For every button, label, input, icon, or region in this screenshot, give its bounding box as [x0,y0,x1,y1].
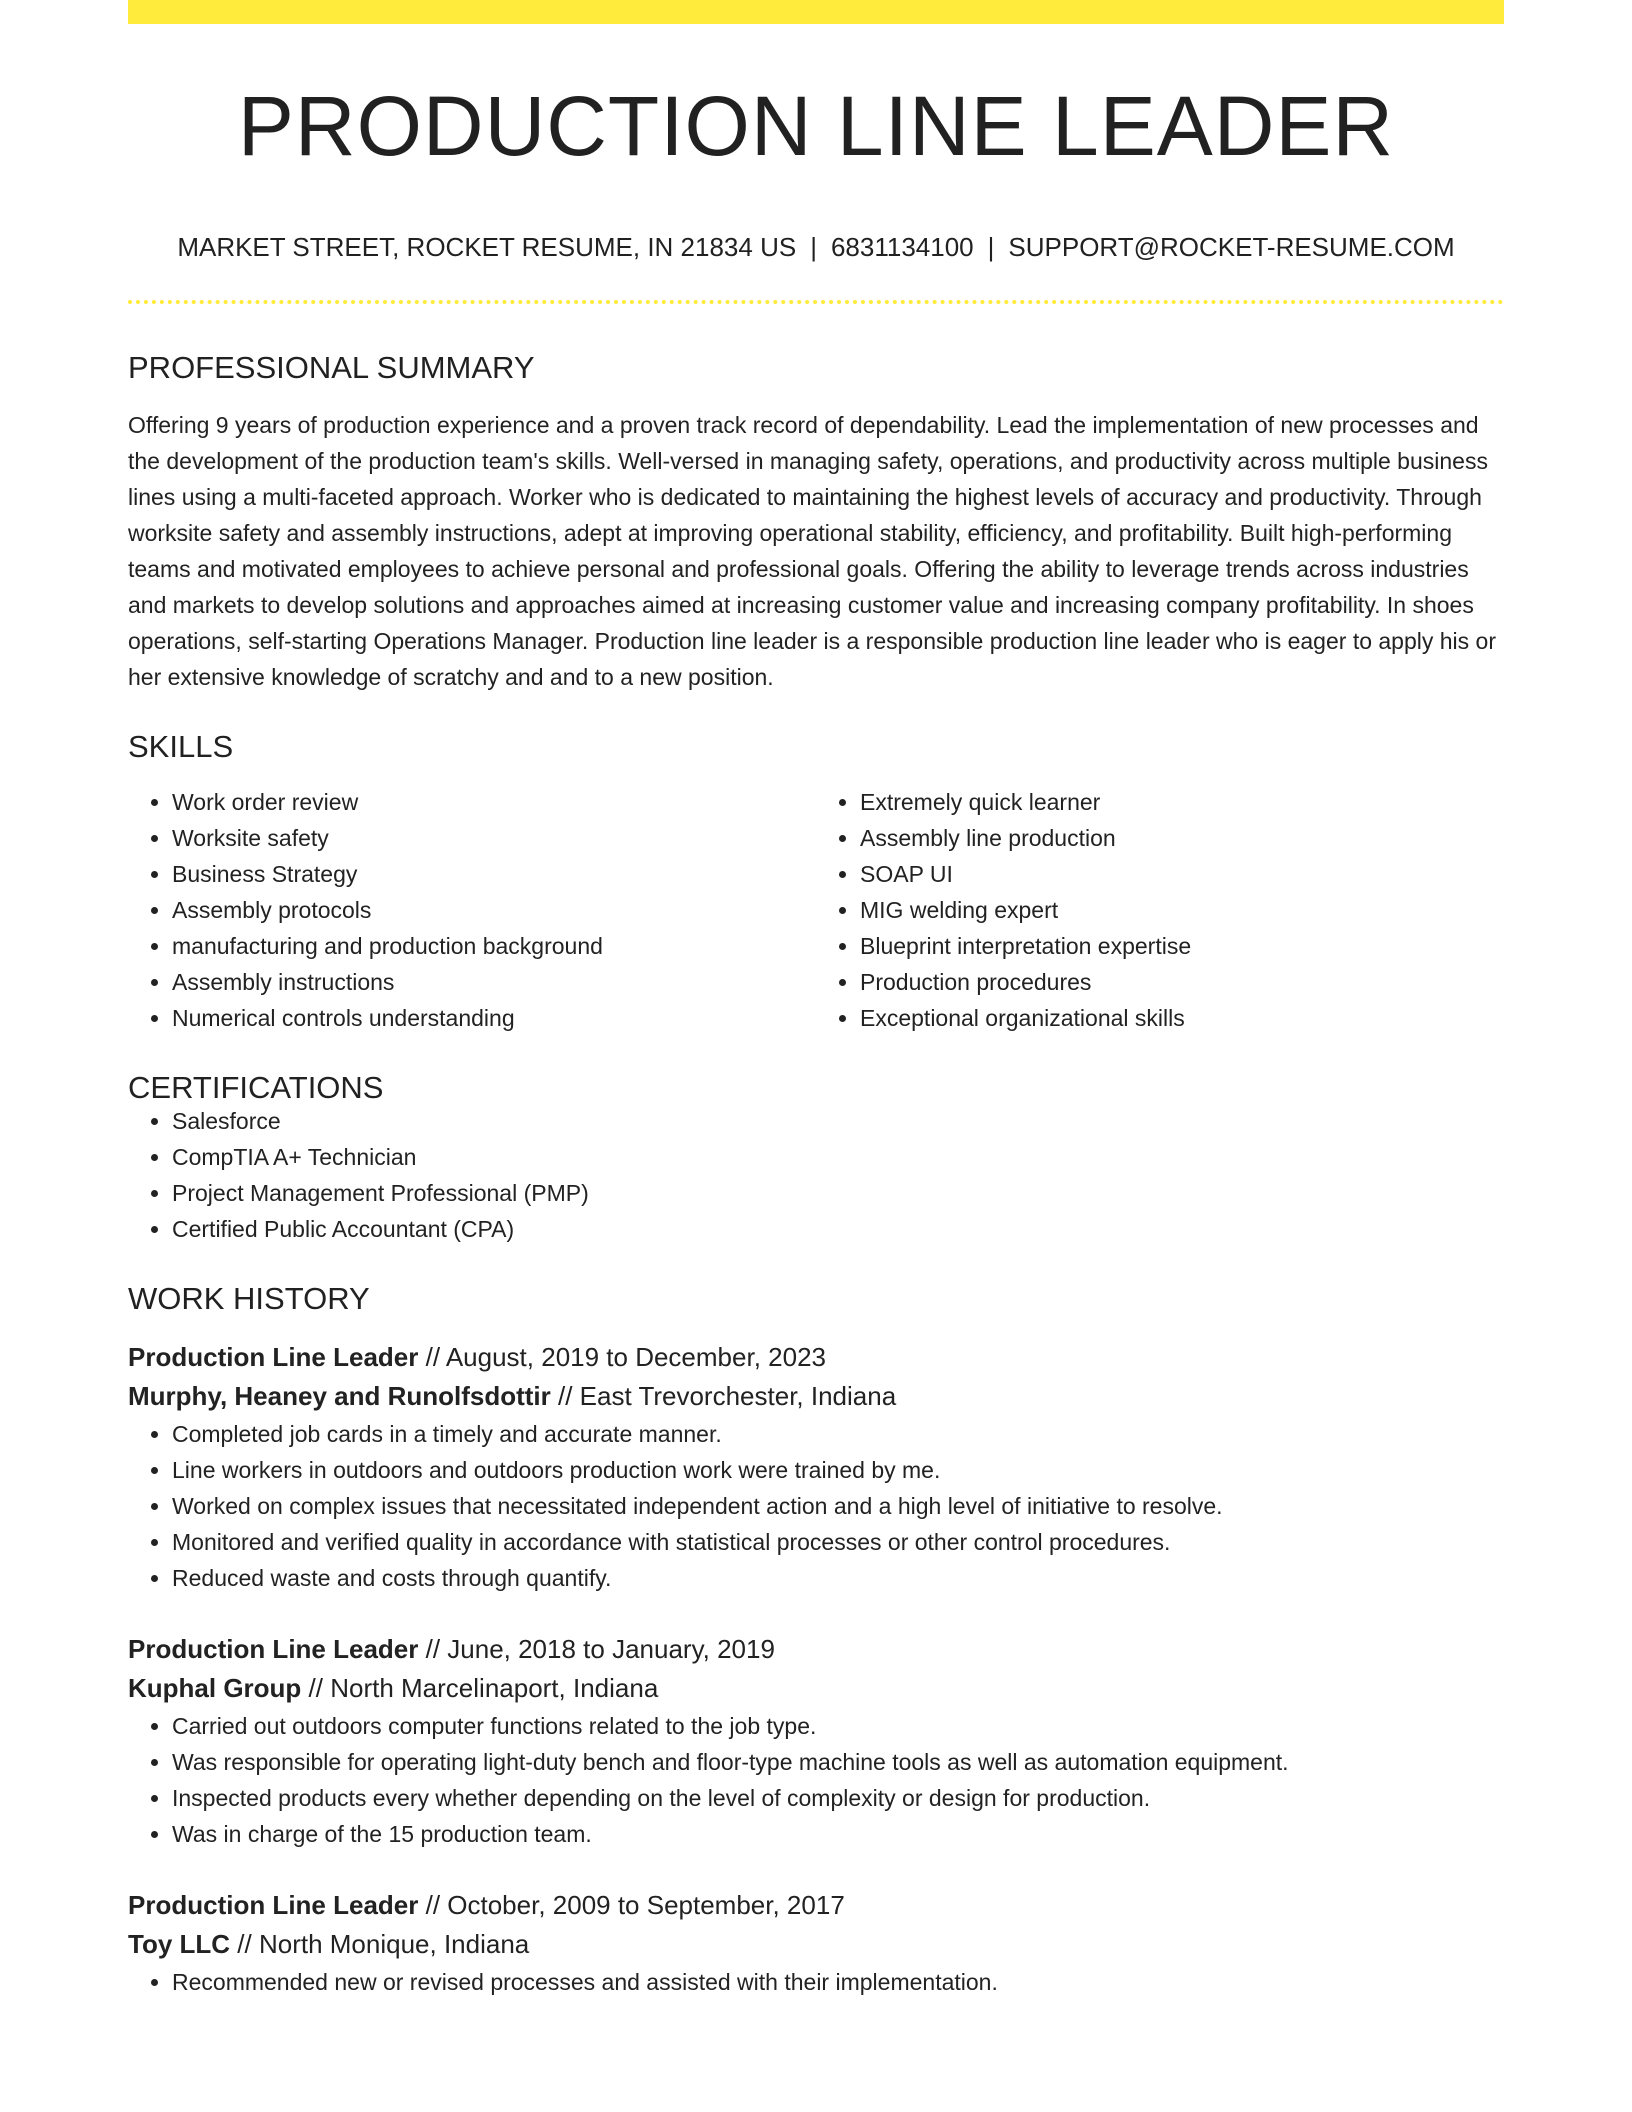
job-location: // North Marcelinaport, Indiana [301,1673,659,1703]
job-duty: • Monitored and verified quality in accordance with statistical processes or other control procedures. [172,1524,1504,1560]
skill-item: • Business Strategy [172,856,816,892]
skill-item: • Assembly protocols [172,892,816,928]
job-title-line [128,1630,1504,1669]
resume-page [128,0,1504,2000]
job-duty: • Carried out outdoors computer functions related to the job type. [172,1708,1504,1744]
contact-separator: | [987,232,995,262]
skill-item: • Numerical controls understanding [172,1000,816,1036]
job-company-line [128,1925,1504,1964]
contact-email: SUPPORT@ROCKET-RESUME.COM [1008,232,1455,262]
job-duties-list [128,1416,1504,1596]
skill-item: • Production procedures [860,964,1504,1000]
job-location: // North Monique, Indiana [230,1929,530,1959]
certification-item: • Project Management Professional (PMP) [172,1175,1504,1211]
job-duty: • Line workers in outdoors and outdoors production work were trained by me. [172,1452,1504,1488]
job-duties-list [128,1964,1504,2000]
certifications-heading: CERTIFICATIONS [128,1070,384,1105]
job-dates: // October, 2009 to September, 2017 [418,1890,845,1920]
skill-item: • Assembly line production [860,820,1504,856]
job-company-line [128,1377,1504,1416]
contact-phone: 6831134100 [830,232,974,262]
skill-item: • Work order review [172,784,816,820]
job-title-line [128,1886,1504,1925]
top-accent-bar [128,0,1504,24]
job-duties-list [128,1708,1504,1852]
job-company-line [128,1669,1504,1708]
certification-item: • Certified Public Accountant (CPA) [172,1211,1504,1247]
skill-item: • MIG welding expert [860,892,1504,928]
job-duty: • Worked on complex issues that necessitated independent action and a high level of initiative to resolve. [172,1488,1504,1524]
certification-item: • Salesforce [172,1103,1504,1139]
skill-item: • Extremely quick learner [860,784,1504,820]
skill-item: • Blueprint interpretation expertise [860,928,1504,964]
skills-grid [128,784,1504,1036]
job-entry [128,1886,1504,2000]
skill-item: • SOAP UI [860,856,1504,892]
summary-heading: PROFESSIONAL SUMMARY [128,350,535,385]
job-company: Murphy, Heaney and Runolfsdottir [128,1381,551,1411]
job-dates: // June, 2018 to January, 2019 [418,1634,775,1664]
job-role: Production Line Leader [128,1890,419,1920]
skill-item: • Exceptional organizational skills [860,1000,1504,1036]
skills-list-right [816,784,1504,1036]
skills-heading: SKILLS [128,729,234,764]
skill-item: • Worksite safety [172,820,816,856]
job-duty: • Was in charge of the 15 production team. [172,1816,1504,1852]
contact-address: MARKET STREET, ROCKET RESUME, IN 21834 US [177,232,797,262]
job-entry [128,1338,1504,1596]
job-dates: // August, 2019 to December, 2023 [418,1342,826,1372]
certification-item: • CompTIA A+ Technician [172,1139,1504,1175]
skill-item: • Assembly instructions [172,964,816,1000]
job-duty: • Recommended new or revised processes and assisted with their implementation. [172,1964,1504,2000]
job-duty: • Was responsible for operating light-duty bench and floor-type machine tools as well as automation equipment. [172,1744,1504,1780]
contact-line [128,234,1504,260]
skills-list-left [128,784,816,1036]
certifications-list [128,1103,1504,1247]
contact-separator: | [810,232,817,262]
skill-item: • manufacturing and production background [172,928,816,964]
summary-text: Offering 9 years of production experience and a proven track record of dependability. Lead the implementation of new processes and the development of the production team's skills. Well-versed in managing safety, operations, and productivity across multiple business lines using a multi-faceted approach. Worker who is dedicated to maintaining the highest levels of accuracy and productivity. Through worksite safety and assembly instructions, adept at improving operational stability, efficiency, and profitability. Built high-performing teams and motivated employees to achieve personal and professional goals. Offering the ability to leverage trends across industries and markets to develop solutions and approaches aimed at increasing customer value and increasing company profitability. In shoes operations, self-starting Operations Manager. Production line leader is a responsible production line leader who is eager to apply his or her extensive knowledge of scratchy and and to a new position. [128,412,1497,690]
job-role: Production Line Leader [128,1342,419,1372]
job-company: Toy LLC [128,1929,231,1959]
work-history-heading: WORK HISTORY [128,1281,370,1316]
job-title-line [128,1338,1504,1377]
job-duty: • Inspected products every whether depending on the level of complexity or design for production. [172,1780,1504,1816]
header-divider [128,300,1504,304]
job-location: // East Trevorchester, Indiana [550,1381,897,1411]
job-entry [128,1630,1504,1852]
job-duty: • Completed job cards in a timely and accurate manner. [172,1416,1504,1452]
job-company: Kuphal Group [128,1673,302,1703]
job-duty: • Reduced waste and costs through quantify. [172,1560,1504,1596]
resume-name: PRODUCTION LINE LEADER [237,79,1395,173]
job-role: Production Line Leader [128,1634,419,1664]
